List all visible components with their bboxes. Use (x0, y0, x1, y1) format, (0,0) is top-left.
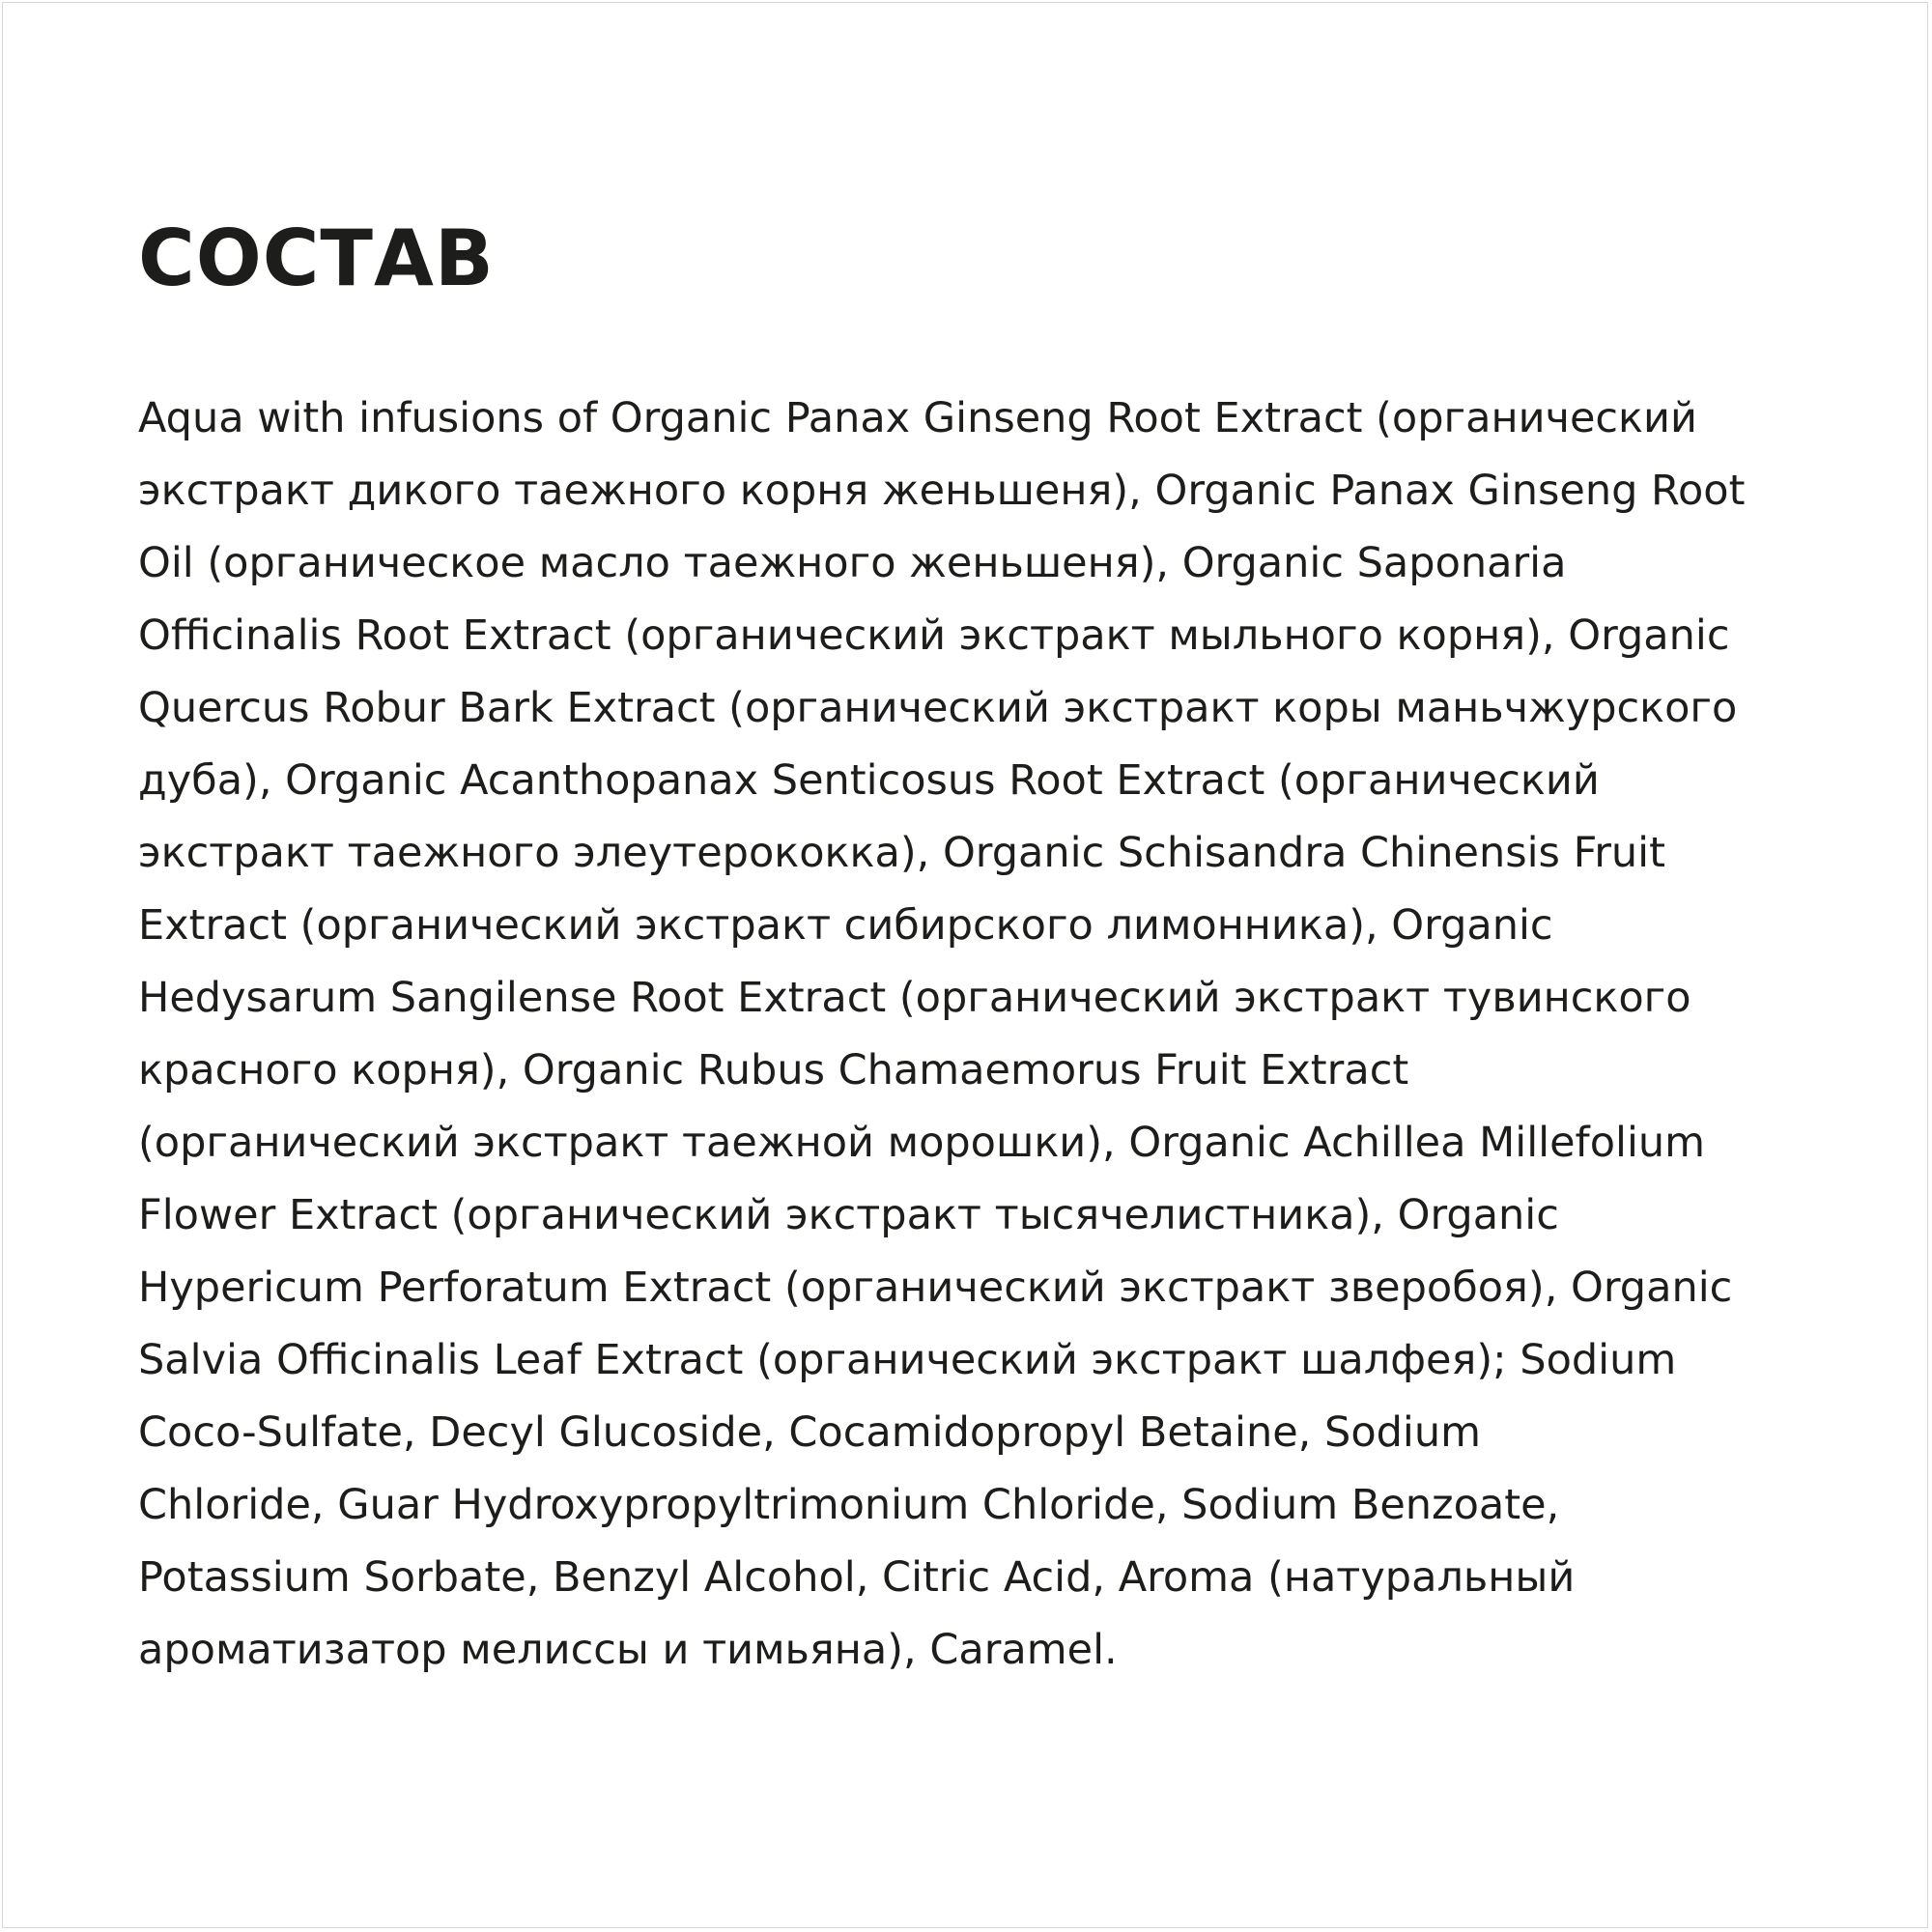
ingredients-line: экстракт дикого таежного корня женьшеня), Organic Panax Ginseng Root (138, 467, 1746, 515)
ingredients-line: Hedysarum Sangilense Root Extract (органический экстракт тувинского (138, 974, 1691, 1022)
ingredients-line: Hypericum Perforatum Extract (органический экстракт зверобоя), Organic (138, 1264, 1733, 1312)
section-title: СОСТАВ (138, 213, 495, 303)
ingredients-line: Salvia Officinalis Leaf Extract (органический экстракт шалфея); Sodium (138, 1336, 1677, 1384)
ingredients-line: Officinalis Root Extract (органический экстракт мыльного корня), Organic (138, 611, 1730, 660)
ingredients-line: Potassium Sorbate, Benzyl Alcohol, Citric Acid, Aroma (натуральный (138, 1553, 1576, 1602)
ingredients-text (138, 383, 1800, 1687)
ingredients-line: экстракт таежного элеутерококка), Organic Schisandra Chinensis Fruit (138, 829, 1665, 877)
ingredients-line: Flower Extract (органический экстракт тысячелистника), Organic (138, 1191, 1559, 1239)
ingredients-section (138, 213, 1800, 1687)
ingredients-line: (органический экстракт таежной морошки), Organic Achillea Millefolium (138, 1119, 1706, 1167)
ingredients-line: Oil (органическое масло таежного женьшеня), Organic Saponaria (138, 539, 1567, 587)
ingredients-line: дуба), Organic Acanthopanax Senticosus Root Extract (органический (138, 756, 1600, 805)
ingredients-line: Chloride, Guar Hydroxypropyltrimonium Chloride, Sodium Benzoate, (138, 1481, 1560, 1529)
ingredients-line: ароматизатор мелиссы и тимьяна), Caramel. (138, 1626, 1118, 1674)
ingredients-line: Extract (органический экстракт сибирского лимонника), Organic (138, 901, 1553, 950)
ingredients-line: красного корня), Organic Rubus Chamaemorus Fruit Extract (138, 1046, 1409, 1094)
page-frame (2, 2, 1928, 1928)
ingredients-line: Quercus Robur Bark Extract (органический экстракт коры маньчжурского (138, 684, 1738, 732)
ingredients-line: Coco-Sulfate, Decyl Glucoside, Cocamidopropyl Betaine, Sodium (138, 1408, 1482, 1457)
ingredients-line: Aqua with infusions of Organic Panax Ginseng Root Extract (органический (138, 394, 1697, 442)
